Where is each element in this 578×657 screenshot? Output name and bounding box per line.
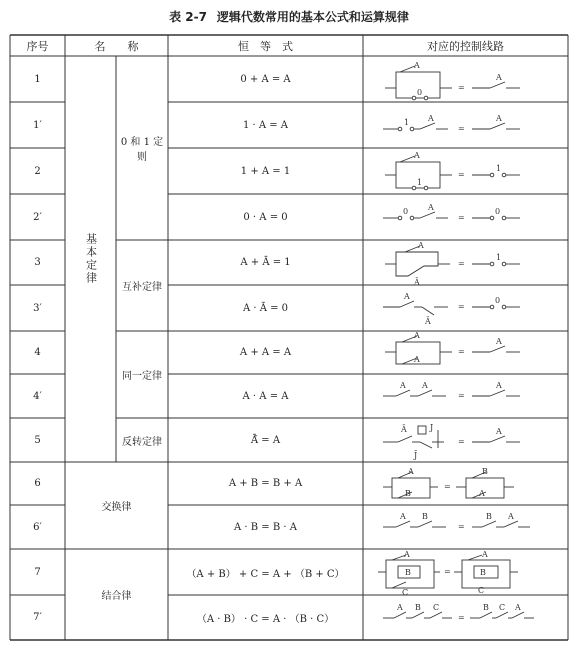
formula-cell: A + A = A bbox=[239, 347, 292, 358]
formula-cell: （A · B） · C = A · （B · C） bbox=[196, 614, 335, 625]
formula-cell: 0 + A = A bbox=[240, 73, 291, 85]
svg-text:A: A bbox=[496, 337, 502, 346]
header-name: 名 称 bbox=[94, 39, 139, 53]
circuit-row-3 bbox=[385, 241, 520, 287]
svg-text:=: = bbox=[458, 259, 465, 268]
svg-text:A: A bbox=[400, 512, 406, 521]
svg-text:=: = bbox=[458, 213, 465, 222]
header-seq: 序号 bbox=[26, 39, 49, 53]
svg-text:A: A bbox=[422, 381, 428, 390]
seq-cell: 5 bbox=[34, 434, 41, 446]
svg-text:A: A bbox=[418, 241, 424, 250]
formula-cell: A · Ā = 0 bbox=[242, 302, 289, 314]
svg-text:Ā: Ā bbox=[414, 278, 420, 287]
circuit-row-1 bbox=[385, 61, 520, 100]
circuit-row-2prime bbox=[383, 203, 520, 222]
svg-text:=: = bbox=[458, 170, 465, 179]
svg-text:=: = bbox=[458, 391, 465, 400]
group-complement-law: 互补定律 bbox=[122, 282, 162, 293]
circuit-row-6prime bbox=[383, 512, 530, 531]
svg-text:=: = bbox=[458, 522, 465, 531]
table-number: 表 2-7 bbox=[169, 10, 207, 24]
svg-text:C: C bbox=[402, 588, 409, 597]
svg-text:=: = bbox=[458, 83, 465, 92]
seq-cell: 2′ bbox=[33, 211, 42, 223]
svg-text:=: = bbox=[458, 613, 465, 622]
circuit-row-4prime bbox=[383, 381, 520, 400]
svg-text:=: = bbox=[458, 302, 465, 311]
circuit-row-7 bbox=[378, 550, 518, 597]
svg-text:B: B bbox=[486, 512, 492, 521]
svg-text:J: J bbox=[430, 423, 434, 432]
header-identity: 恒 等 式 bbox=[238, 39, 293, 53]
svg-text:=: = bbox=[444, 567, 451, 576]
svg-text:B: B bbox=[483, 603, 489, 612]
svg-text:0: 0 bbox=[495, 296, 501, 305]
svg-text:C: C bbox=[478, 586, 485, 595]
svg-text:A: A bbox=[400, 381, 406, 390]
svg-text:=: = bbox=[458, 124, 465, 133]
circuit-row-1prime bbox=[383, 114, 520, 133]
svg-text:A: A bbox=[496, 114, 502, 123]
svg-text:Ā: Ā bbox=[425, 317, 431, 326]
svg-text:1: 1 bbox=[496, 253, 502, 262]
svg-text:1: 1 bbox=[417, 178, 423, 187]
seq-cell: 3 bbox=[34, 257, 41, 268]
group-basic-laws: 基本定律 bbox=[84, 233, 98, 285]
seq-cell: 3′ bbox=[33, 302, 42, 314]
svg-text:B: B bbox=[480, 568, 486, 577]
svg-text:A: A bbox=[414, 331, 420, 340]
group-zero-one-rule: 0 和 1 定则 bbox=[120, 137, 164, 163]
formula-cell: Ā̄ = A bbox=[250, 434, 281, 446]
group-associative-law: 结合律 bbox=[101, 591, 132, 602]
seq-cell: 2 bbox=[34, 165, 41, 177]
svg-text:A: A bbox=[515, 603, 521, 612]
svg-text:A: A bbox=[414, 151, 420, 160]
svg-text:A: A bbox=[496, 73, 502, 82]
formula-cell: 1 + A = 1 bbox=[240, 165, 291, 177]
seq-cell: 1′ bbox=[33, 119, 42, 131]
svg-text:0: 0 bbox=[417, 88, 423, 97]
svg-text:B: B bbox=[422, 512, 428, 521]
circuit-row-6 bbox=[383, 467, 514, 498]
seq-cell: 6′ bbox=[33, 521, 42, 533]
circuit-row-7prime bbox=[383, 603, 534, 622]
svg-text:A: A bbox=[479, 489, 485, 498]
group-involution-law: 反转定律 bbox=[122, 436, 162, 448]
svg-text:1: 1 bbox=[496, 164, 502, 173]
svg-text:A: A bbox=[404, 550, 410, 559]
circuit-diagrams bbox=[378, 61, 534, 622]
formula-cell: 1 · A = A bbox=[242, 119, 289, 131]
svg-text:Ā: Ā bbox=[401, 425, 407, 434]
svg-text:A: A bbox=[508, 512, 514, 521]
formula-cell: A · B = B · A bbox=[234, 521, 297, 533]
group-commutative-law: 交换律 bbox=[101, 502, 132, 513]
header-circuit: 对应的控制线路 bbox=[427, 39, 504, 53]
svg-text:A: A bbox=[496, 381, 502, 390]
svg-text:=: = bbox=[444, 482, 451, 491]
seq-cell: 4′ bbox=[33, 390, 42, 402]
group-idempotent-law: 同一定律 bbox=[122, 371, 162, 382]
seq-cell: 6 bbox=[34, 478, 41, 489]
seq-cell: 1 bbox=[34, 73, 41, 85]
svg-text:C: C bbox=[499, 603, 506, 612]
svg-text:J̄: J̄ bbox=[414, 451, 418, 460]
seq-cell: 7 bbox=[34, 566, 41, 578]
svg-text:A: A bbox=[397, 603, 403, 612]
svg-text:A: A bbox=[404, 292, 410, 301]
svg-text:B: B bbox=[405, 489, 411, 498]
svg-text:A: A bbox=[414, 355, 420, 364]
formula-cell: 0 · A = 0 bbox=[243, 211, 288, 223]
svg-text:B: B bbox=[415, 603, 421, 612]
svg-text:0: 0 bbox=[495, 207, 501, 216]
svg-text:A: A bbox=[428, 114, 434, 123]
seq-cell: 7′ bbox=[33, 612, 42, 623]
svg-text:A: A bbox=[414, 61, 420, 70]
circuit-row-5 bbox=[383, 423, 520, 460]
svg-text:=: = bbox=[458, 347, 465, 356]
svg-text:A: A bbox=[408, 467, 414, 476]
svg-text:C: C bbox=[433, 603, 440, 612]
formula-cell: A + Ā = 1 bbox=[240, 257, 291, 268]
formula-cell: A · A = A bbox=[242, 390, 289, 402]
table-caption: 逻辑代数常用的基本公式和运算规律 bbox=[216, 10, 409, 24]
svg-text:B: B bbox=[405, 568, 411, 577]
formula-cell: （A + B） + C = A + （B + C） bbox=[186, 568, 345, 580]
seq-cell: 4 bbox=[34, 347, 41, 358]
svg-text:B: B bbox=[482, 467, 488, 476]
svg-text:A: A bbox=[428, 203, 434, 212]
svg-text:A: A bbox=[482, 550, 488, 559]
svg-text:A: A bbox=[496, 427, 502, 436]
svg-text:=: = bbox=[458, 437, 465, 446]
circuit-row-4 bbox=[385, 331, 520, 364]
svg-text:1: 1 bbox=[404, 118, 410, 127]
circuit-row-3prime bbox=[383, 292, 520, 326]
circuit-row-2 bbox=[385, 151, 520, 190]
formula-cell: A + B = B + A bbox=[228, 478, 303, 489]
svg-text:0: 0 bbox=[403, 207, 409, 216]
